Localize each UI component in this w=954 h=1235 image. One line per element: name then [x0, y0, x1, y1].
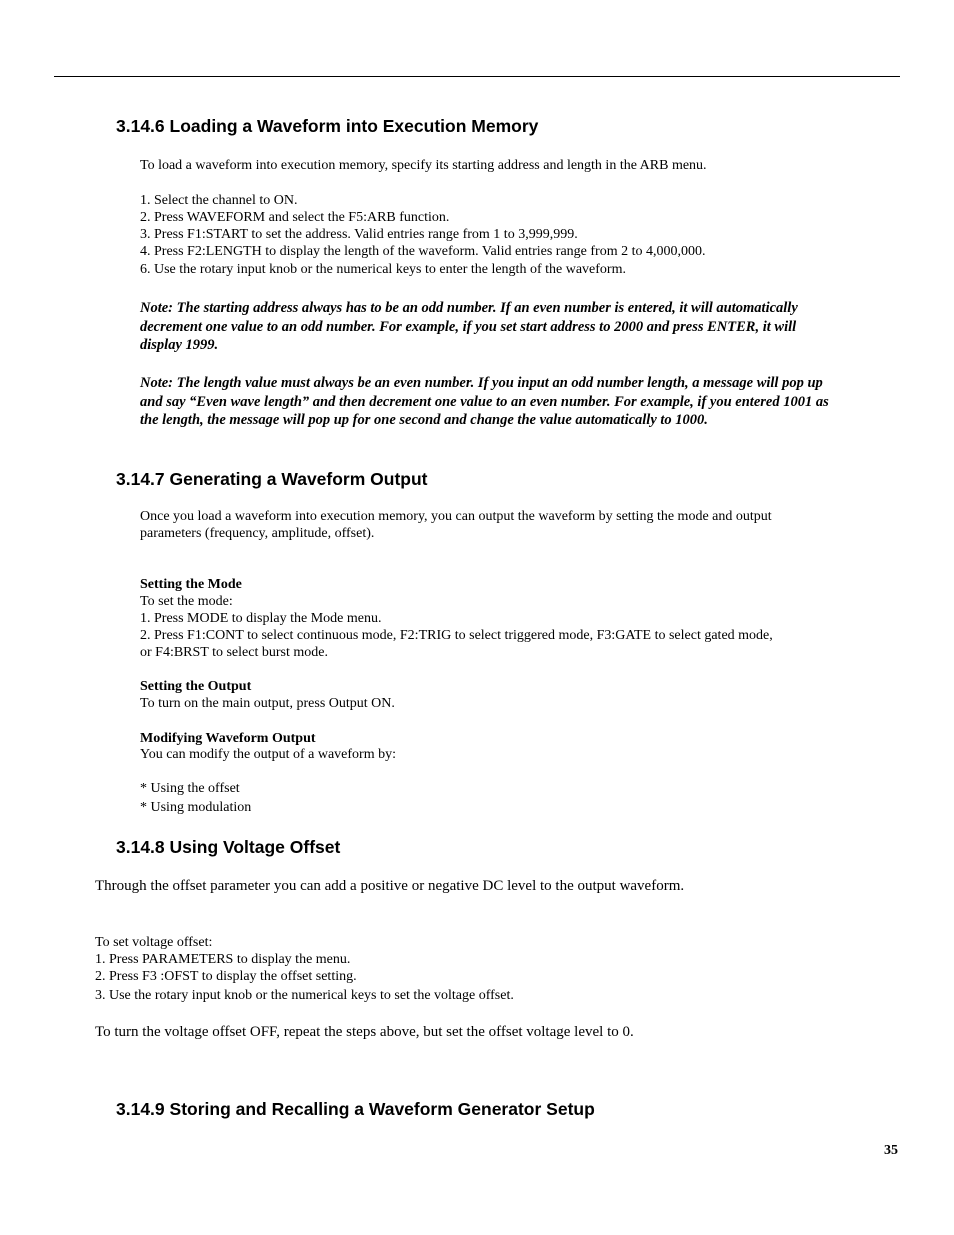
subheading-modifying-output: Modifying Waveform Output [140, 731, 316, 746]
list-item: 1. Select the channel to ON. [140, 193, 298, 208]
body-line: To turn the voltage offset OFF, repeat the steps above, but set the offset voltage level to 0. [95, 1024, 634, 1040]
list-item: 2. Press F3 :OFST to display the offset setting. [95, 969, 357, 984]
list-item: 1. Press PARAMETERS to display the menu. [95, 952, 351, 967]
header-rule [54, 76, 900, 77]
subheading-setting-output: Setting the Output [140, 679, 252, 694]
note-line: Note: The length value must always be an even number. If you input an odd number length, a message will pop up [140, 375, 823, 391]
section-intro: Through the offset parameter you can add a positive or negative DC level to the output waveform. [95, 878, 685, 894]
list-item: * Using modulation [140, 800, 252, 815]
section-intro: Once you load a waveform into execution memory, you can output the waveform by setting the mode and output [140, 509, 772, 524]
body-line: To set voltage offset: [95, 935, 213, 950]
list-item: 6. Use the rotary input knob or the numerical keys to enter the length of the waveform. [140, 262, 626, 277]
note-line: and say “Even wave length” and then decrement one value to an even number. For example, if you entered 1001 as [140, 394, 829, 410]
list-item: 4. Press F2:LENGTH to display the length of the waveform. Valid entries range from 2 to 4,000,000. [140, 244, 706, 259]
list-item: * Using the offset [140, 781, 240, 796]
note-line: Note: The starting address always has to be an odd number. If an even number is entered, it will automatically [140, 300, 798, 316]
page-number: 35 [884, 1143, 898, 1158]
list-item: 1. Press MODE to display the Mode menu. [140, 611, 382, 626]
note-line: display 1999. [140, 337, 219, 353]
subheading-setting-mode: Setting the Mode [140, 577, 242, 592]
section-intro: To load a waveform into execution memory, specify its starting address and length in the ARB menu. [140, 158, 707, 173]
list-item: To set the mode: [140, 594, 233, 609]
list-item: 3. Press F1:START to set the address. Valid entries range from 1 to 3,999,999. [140, 227, 578, 242]
section-heading-3-14-8: 3.14.8 Using Voltage Offset [116, 837, 341, 857]
list-item: 3. Use the rotary input knob or the numerical keys to set the voltage offset. [95, 988, 514, 1003]
list-item: or F4:BRST to select burst mode. [140, 645, 328, 660]
section-heading-3-14-6: 3.14.6 Loading a Waveform into Execution Memory [116, 116, 539, 136]
section-heading-3-14-7: 3.14.7 Generating a Waveform Output [116, 469, 428, 489]
body-line: To turn on the main output, press Output ON. [140, 696, 395, 711]
list-item: 2. Press F1:CONT to select continuous mode, F2:TRIG to select triggered mode, F3:GATE to select gated mode, [140, 628, 773, 643]
list-item: 2. Press WAVEFORM and select the F5:ARB function. [140, 210, 450, 225]
section-heading-3-14-9: 3.14.9 Storing and Recalling a Waveform Generator Setup [116, 1099, 595, 1119]
section-intro: parameters (frequency, amplitude, offset). [140, 526, 375, 541]
note-line: the length, the message will pop up for one second and change the value automatically to 1000. [140, 412, 708, 428]
note-line: decrement one value to an odd number. For example, if you set start address to 2000 and press ENTER, it will [140, 319, 797, 335]
body-line: You can modify the output of a waveform by: [140, 747, 396, 762]
